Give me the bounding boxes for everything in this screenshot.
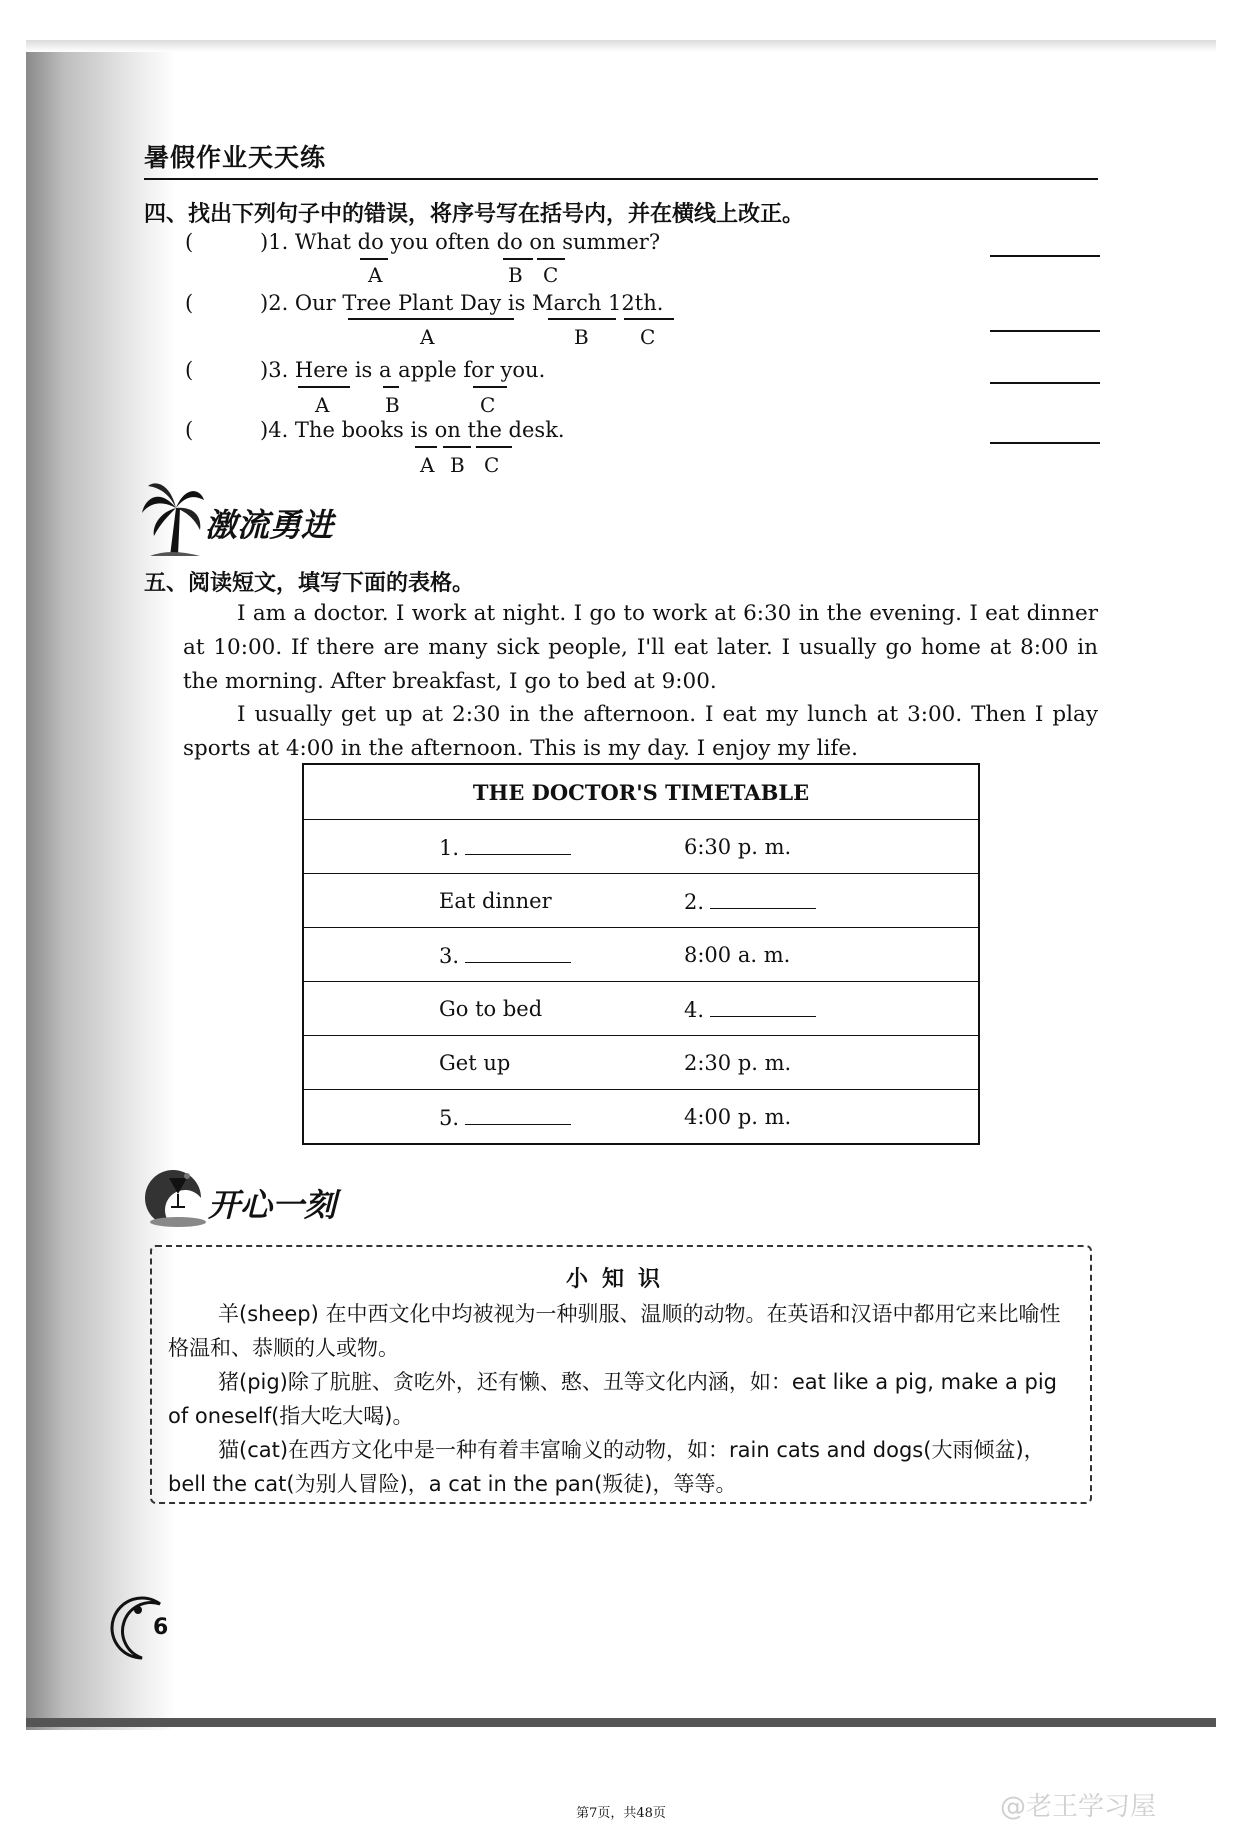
blank-3[interactable] bbox=[465, 942, 571, 963]
q4-label-b: B bbox=[450, 453, 465, 477]
q2-label-c: C bbox=[640, 325, 656, 349]
moon-cocktail-icon bbox=[143, 1168, 209, 1228]
q1-label-a: A bbox=[368, 263, 383, 287]
tips-title: 小知识 bbox=[565, 1267, 674, 1292]
q2-answer-line[interactable] bbox=[990, 330, 1100, 332]
row5-activity: Get up bbox=[439, 1050, 511, 1075]
q3-paren: ( bbox=[185, 358, 194, 382]
row4-time: 4. bbox=[684, 997, 705, 1022]
q2-paren: ( bbox=[185, 291, 194, 315]
row2-activity: Eat dinner bbox=[439, 888, 552, 913]
blank-2[interactable] bbox=[710, 888, 816, 909]
row3-activity: 3. bbox=[439, 943, 460, 968]
row1-time: 6:30 p. m. bbox=[684, 834, 792, 859]
row6-time: 4:00 p. m. bbox=[684, 1104, 792, 1129]
row1-activity: 1. bbox=[439, 835, 460, 860]
q1-underline-a bbox=[360, 258, 388, 260]
q3-underline-b bbox=[383, 386, 399, 388]
watermark: @老王学习屋 bbox=[1000, 1792, 1157, 1822]
q2-underline-a bbox=[348, 318, 514, 320]
q4-underline-c bbox=[476, 446, 512, 448]
section4-title: 四、找出下列句子中的错误，将序号写在括号内，并在横线上改正。 bbox=[144, 202, 805, 227]
page-number: 6 bbox=[153, 1615, 169, 1640]
q3-label-c: C bbox=[480, 393, 496, 417]
q4-paren: ( bbox=[185, 418, 194, 442]
q4-label-a: A bbox=[420, 453, 435, 477]
passage-paragraph-1: I am a doctor. I work at night. I go to work at 6:30 in the evening. I eat dinner at 10:00. If there are many sick people, I'll eat later. I usually go home at 8:00 in the morning. After breakfast, I go to bed at 9:00. bbox=[183, 601, 1098, 694]
q4-text: )4. The books is on the desk. bbox=[240, 418, 565, 442]
row6-activity: 5. bbox=[439, 1105, 460, 1130]
q3-label-b: B bbox=[385, 393, 400, 417]
q1-label-c: C bbox=[543, 263, 559, 287]
row3-time: 8:00 a. m. bbox=[684, 942, 791, 967]
passage-paragraph-2: I usually get up at 2:30 in the afternoon. I eat my lunch at 3:00. Then I play sports at 4:00 in the afternoon. This is my day. I enjoy my life. bbox=[183, 702, 1098, 761]
banner1-title: 激流勇进 bbox=[205, 506, 334, 544]
q4-label-c: C bbox=[484, 453, 500, 477]
row4-activity: Go to bed bbox=[439, 996, 543, 1021]
table-row bbox=[303, 1090, 979, 1145]
bottom-bar bbox=[26, 1718, 1216, 1727]
timetable-title: THE DOCTOR'S TIMETABLE bbox=[472, 779, 810, 805]
row2-time: 2. bbox=[684, 889, 705, 914]
palm-tree-icon bbox=[140, 478, 206, 556]
q1-answer-line[interactable] bbox=[990, 255, 1100, 257]
section5-title: 五、阅读短文，填写下面的表格。 bbox=[144, 571, 475, 596]
q3-underline-c bbox=[473, 386, 507, 388]
tips-paragraph-2: 猪(pig)除了肮脏、贪吃外，还有懒、憨、丑等文化内涵，如：eat like a pig, make a pig of oneself(指大吃大喝)。 bbox=[168, 1370, 1058, 1428]
timetable bbox=[302, 763, 980, 1145]
table-row bbox=[303, 982, 979, 1036]
header-rule bbox=[144, 178, 1098, 180]
footer-page-count: 第7页，共48页 bbox=[576, 1806, 666, 1821]
blank-5[interactable] bbox=[465, 1104, 571, 1125]
table-row bbox=[303, 928, 979, 982]
q2-underline-b bbox=[548, 318, 616, 320]
header-title: 暑假作业天天练 bbox=[144, 143, 327, 172]
q1-text: )1. What do you often do on summer? bbox=[240, 230, 661, 254]
table-row bbox=[303, 874, 979, 928]
q4-answer-line[interactable] bbox=[990, 442, 1100, 444]
timetable-header-row bbox=[303, 764, 979, 820]
q2-text: )2. Our Tree Plant Day is March 12th. bbox=[240, 291, 664, 315]
q3-answer-line[interactable] bbox=[990, 382, 1100, 384]
q4-underline-a bbox=[415, 446, 437, 448]
tips-paragraph-1: 羊(sheep) 在中西文化中均被视为一种驯服、温顺的动物。在英语和汉语中都用它来比喻性格温和、恭顺的人或物。 bbox=[168, 1302, 1061, 1360]
page-top-shadow bbox=[26, 40, 1216, 52]
q1-underline-b bbox=[503, 258, 533, 260]
table-row bbox=[303, 820, 979, 874]
blank-1[interactable] bbox=[465, 834, 571, 855]
table-row bbox=[303, 1036, 979, 1090]
q1-paren: ( bbox=[185, 230, 194, 254]
tips-paragraph-3: 猫(cat)在西方文化中是一种有着丰富喻义的动物，如：rain cats and dogs(大雨倾盆)，bell the cat(为别人冒险)，a cat in the pan(叛徒)，等等。 bbox=[168, 1438, 1045, 1496]
q2-label-a: A bbox=[420, 325, 435, 349]
blank-4[interactable] bbox=[710, 996, 816, 1017]
row5-time: 2:30 p. m. bbox=[684, 1050, 792, 1075]
q1-label-b: B bbox=[508, 263, 523, 287]
q3-underline-a bbox=[298, 386, 350, 388]
q1-underline-c bbox=[537, 258, 565, 260]
q4-underline-b bbox=[443, 446, 471, 448]
banner2-title: 开心一刻 bbox=[208, 1186, 337, 1224]
q2-underline-c bbox=[624, 318, 674, 320]
q3-text: )3. Here is a apple for you. bbox=[240, 358, 546, 382]
q3-label-a: A bbox=[315, 393, 330, 417]
q2-label-b: B bbox=[574, 325, 589, 349]
